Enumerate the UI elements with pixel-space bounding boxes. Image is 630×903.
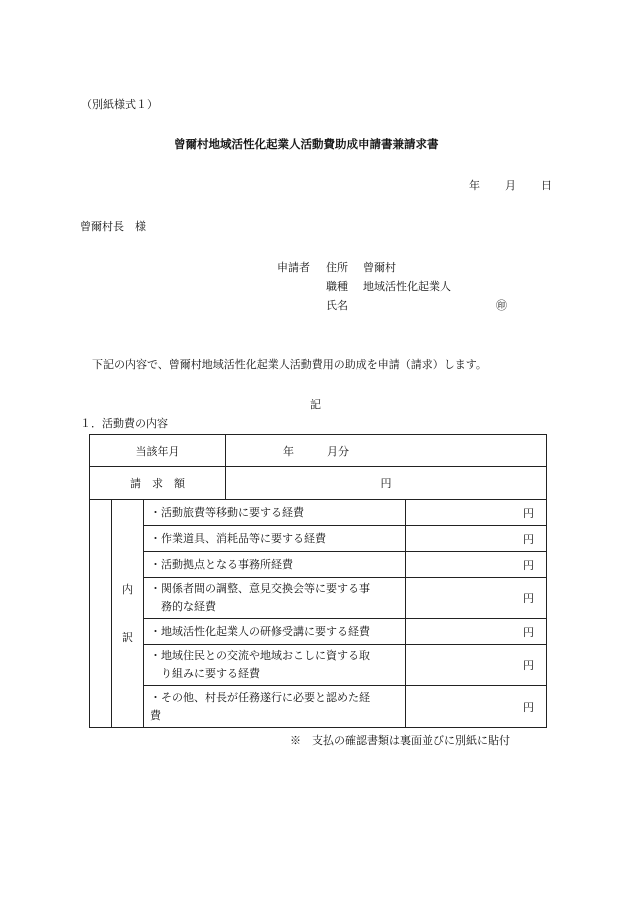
expense-table (89, 434, 547, 728)
amount-value: 円 (226, 467, 547, 500)
breakdown-char-1: 内 (122, 583, 133, 597)
table-row (90, 526, 547, 552)
item-label: ・作業道具、消耗品等に要する経費 (144, 526, 406, 552)
seal-mark: ㊞ (496, 299, 507, 312)
ki-label: 記 (310, 398, 321, 411)
applicant-label: 申請者 (277, 261, 310, 274)
item-amount: 円 (406, 686, 547, 728)
date-day: 日 (541, 179, 552, 192)
section-heading: １．活動費の内容 (80, 417, 168, 430)
table-row (90, 552, 547, 578)
table-row (90, 686, 547, 728)
table-row (90, 578, 547, 619)
item-label: ・地域活性化起業人の研修受講に要する経費 (144, 619, 406, 645)
attachment-note: ※ 支払の確認書類は裏面並びに別紙に貼付 (290, 734, 510, 747)
job-value: 地域活性化起業人 (363, 280, 451, 293)
date-month: 月 (505, 179, 516, 192)
body-text: 下記の内容で、曾爾村地域活性化起業人活動費用の助成を申請（請求）します。 (92, 358, 487, 371)
item-label: ・地域住民との交流や地域おこしに資する取 り組みに要する経費 (144, 645, 406, 686)
item-amount: 円 (406, 645, 547, 686)
item-amount: 円 (406, 500, 547, 526)
date-year: 年 (469, 179, 480, 192)
item-label: ・その他、村長が任務遂行に必要と認めた経 費 (144, 686, 406, 728)
form-label: （別紙様式１） (81, 98, 158, 111)
address-label: 住所 (326, 261, 348, 274)
period-value: 年 月分 (226, 435, 547, 467)
address-value: 曾爾村 (363, 261, 396, 274)
name-label: 氏名 (326, 299, 348, 312)
item-label: ・活動旅費等移動に要する経費 (144, 500, 406, 526)
document-title: 曾爾村地域活性化起業人活動費助成申請書兼請求書 (174, 137, 439, 151)
item-amount: 円 (406, 578, 547, 619)
job-label: 職種 (326, 280, 348, 293)
period-label: 当該年月 (90, 435, 226, 467)
item-label: ・関係者間の調整、意見交換会等に要する事 務的な経費 (144, 578, 406, 619)
amount-row (90, 467, 547, 500)
table-row (90, 619, 547, 645)
item-amount: 円 (406, 552, 547, 578)
table-row (90, 500, 547, 526)
table-row (90, 645, 547, 686)
period-row (90, 435, 547, 467)
addressee: 曾爾村長 様 (80, 220, 146, 233)
amount-label: 請 求 額 (90, 467, 226, 500)
item-label: ・活動拠点となる事務所経費 (144, 552, 406, 578)
breakdown-label (112, 500, 144, 728)
breakdown-char-2: 訳 (122, 630, 133, 644)
item-amount: 円 (406, 619, 547, 645)
item-amount: 円 (406, 526, 547, 552)
